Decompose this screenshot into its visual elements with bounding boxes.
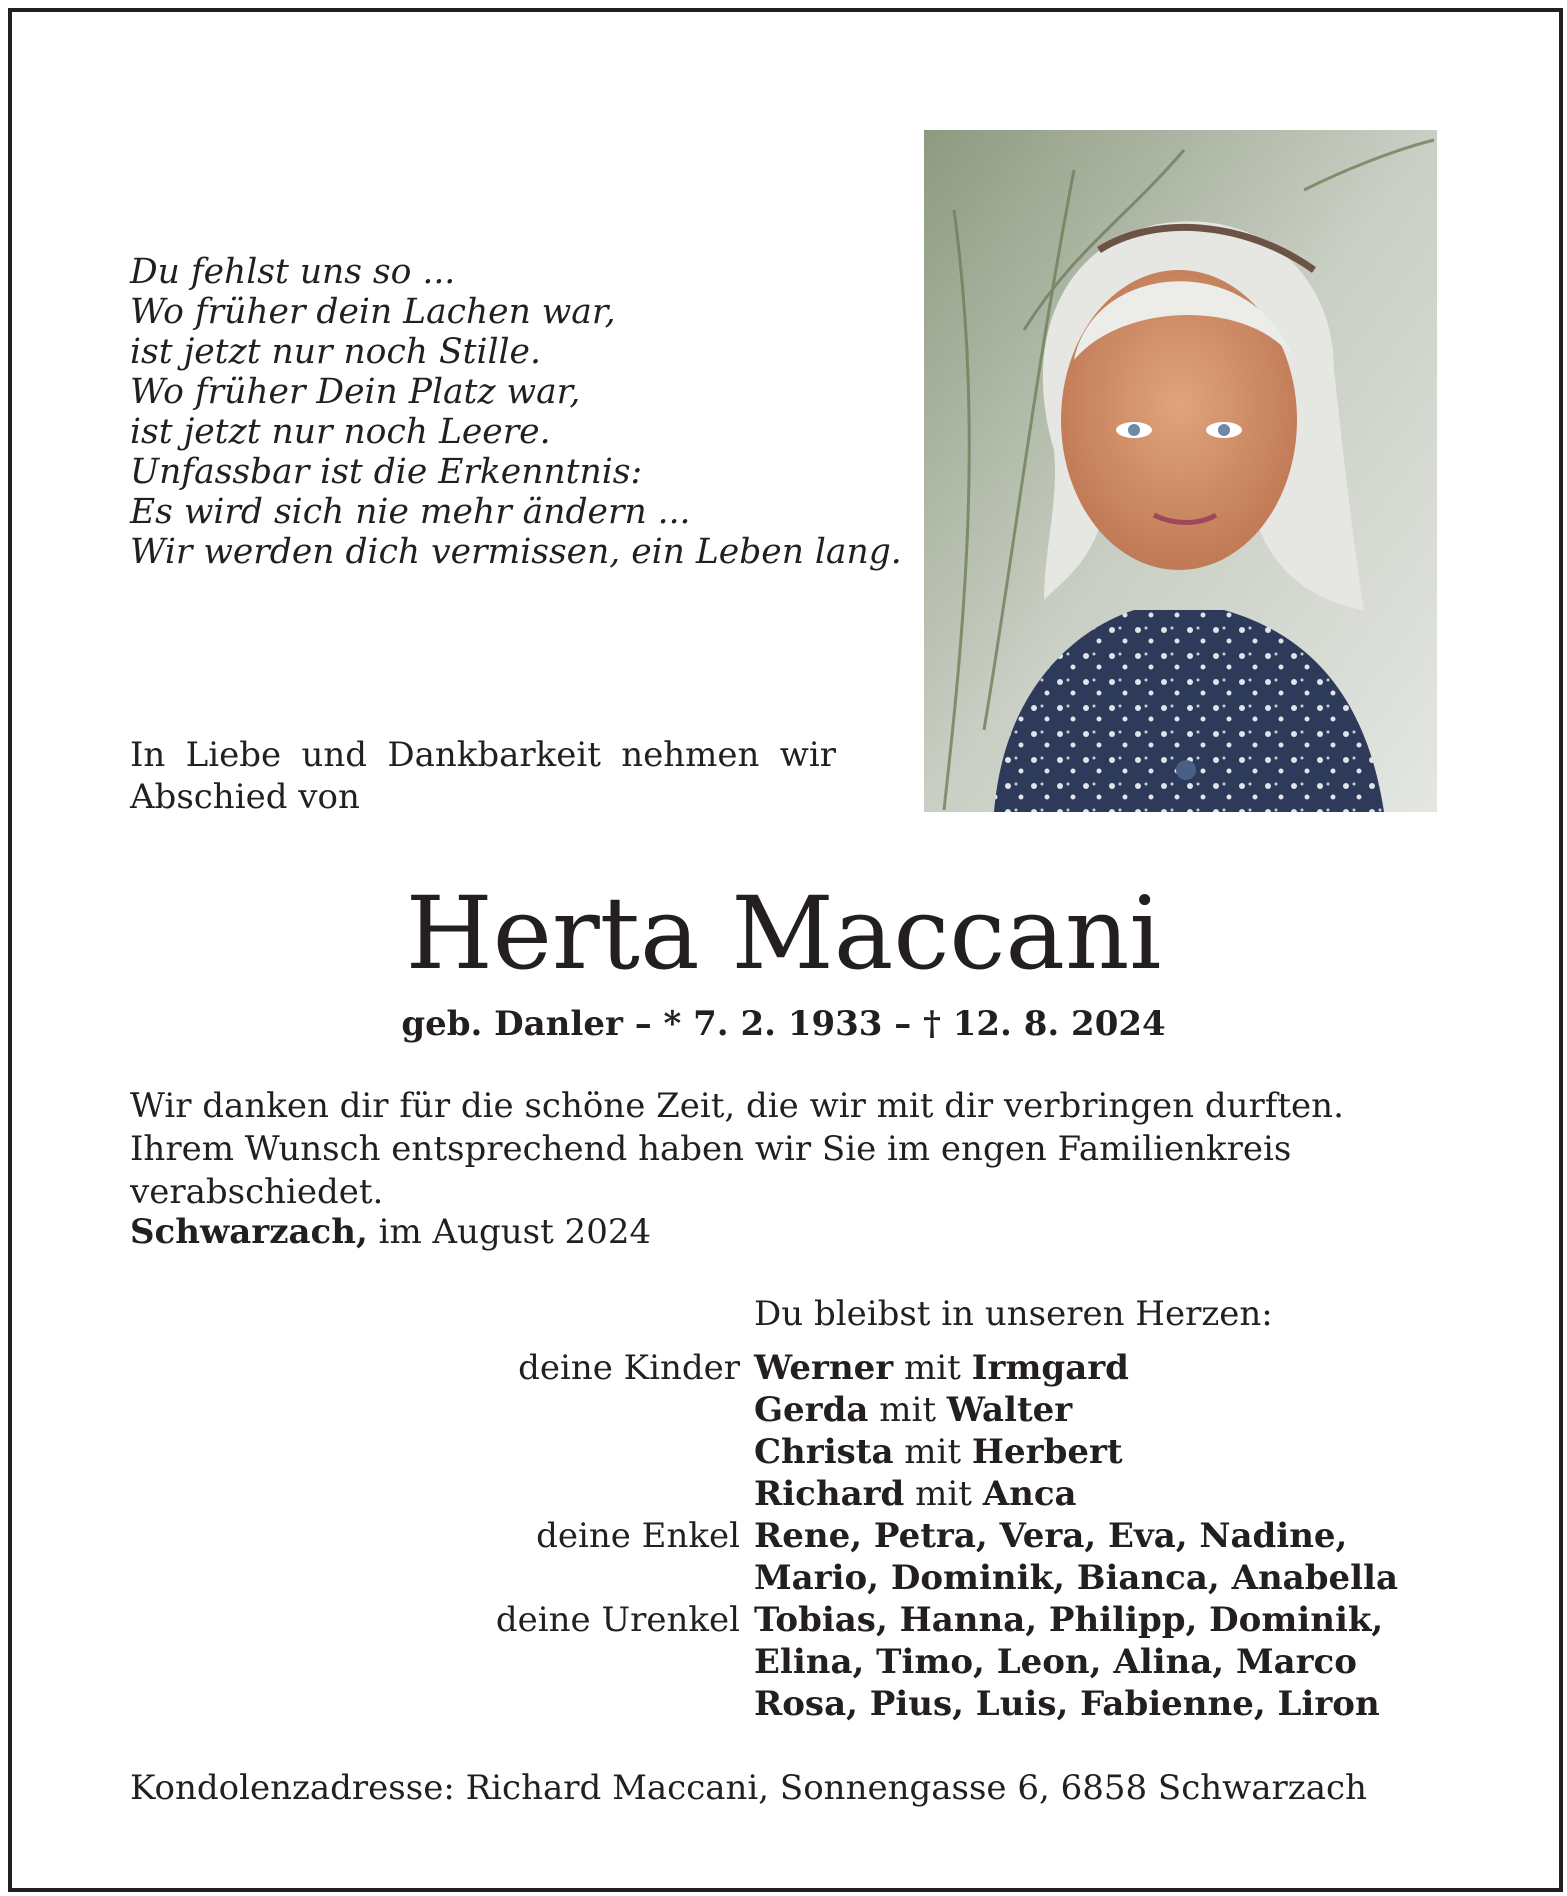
family-list bbox=[0, 1347, 1567, 1725]
family-row bbox=[0, 1347, 1567, 1389]
family-names bbox=[754, 1683, 1380, 1725]
family-member-name: Gerda bbox=[754, 1390, 869, 1430]
poem-line: Unfassbar ist die Erkenntnis: bbox=[130, 452, 643, 492]
family-member-name: Elina, Timo, Leon, Alina, Marco bbox=[754, 1642, 1357, 1682]
poem-line: Du fehlst uns so ... bbox=[130, 252, 456, 292]
family-member-name: Irmgard bbox=[971, 1348, 1129, 1388]
family-names bbox=[754, 1389, 1072, 1431]
portrait-photo bbox=[924, 130, 1437, 812]
family-row bbox=[0, 1557, 1567, 1599]
family-row bbox=[0, 1515, 1567, 1557]
connector-text: mit bbox=[904, 1474, 983, 1514]
poem-line: Wir werden dich vermissen, ein Leben lang. bbox=[130, 532, 902, 572]
poem-line: ist jetzt nur noch Leere. bbox=[130, 412, 551, 452]
birth-death-dates: geb. Danler – * 7. 2. 1933 – † 12. 8. 2024 bbox=[401, 1004, 1166, 1044]
poem-line: Es wird sich nie mehr ändern ... bbox=[130, 492, 691, 532]
family-row bbox=[0, 1473, 1567, 1515]
remembrance-line: Du bleibst in unseren Herzen: bbox=[754, 1294, 1273, 1334]
family-row bbox=[0, 1683, 1567, 1725]
poem bbox=[130, 252, 902, 572]
deceased-name: Herta Maccani bbox=[405, 875, 1162, 992]
family-row bbox=[0, 1641, 1567, 1683]
family-names bbox=[754, 1641, 1357, 1683]
poem-line: Wo früher Dein Platz war, bbox=[130, 372, 581, 412]
family-group-label: deine Urenkel bbox=[495, 1600, 740, 1640]
family-member-name: Werner bbox=[754, 1348, 894, 1388]
family-member-name: Rene, Petra, Vera, Eva, Nadine, bbox=[754, 1516, 1348, 1556]
family-group-label: deine Enkel bbox=[536, 1516, 740, 1556]
family-group-label: deine Kinder bbox=[518, 1348, 740, 1388]
intro-text: In Liebe und Dankbarkeit nehmen wir Abschied von bbox=[130, 735, 836, 817]
condolence-address: Kondolenzadresse: Richard Maccani, Sonnengasse 6, 6858 Schwarzach bbox=[130, 1768, 1367, 1808]
family-names bbox=[754, 1599, 1383, 1641]
place-date bbox=[130, 1210, 651, 1254]
family-names bbox=[754, 1431, 1123, 1473]
family-member-name: Tobias, Hanna, Philipp, Dominik, bbox=[754, 1600, 1384, 1640]
family-row bbox=[0, 1431, 1567, 1473]
family-names bbox=[754, 1347, 1129, 1389]
family-names bbox=[754, 1515, 1347, 1557]
family-member-name: Herbert bbox=[971, 1432, 1123, 1472]
family-member-name: Christa bbox=[754, 1432, 894, 1472]
family-member-name: Rosa, Pius, Luis, Fabienne, Liron bbox=[754, 1684, 1380, 1724]
family-member-name: Mario, Dominik, Bianca, Anabella bbox=[754, 1558, 1398, 1598]
connector-text: mit bbox=[893, 1348, 972, 1388]
family-member-name: Walter bbox=[946, 1390, 1073, 1430]
family-row bbox=[0, 1599, 1567, 1641]
connector-text: mit bbox=[893, 1432, 972, 1472]
poem-line: Wo früher dein Lachen war, bbox=[130, 292, 616, 332]
family-row bbox=[0, 1389, 1567, 1431]
family-member-name: Richard bbox=[754, 1474, 905, 1514]
family-names bbox=[754, 1557, 1398, 1599]
place-town: Schwarzach, bbox=[130, 1212, 368, 1252]
place-month: im August 2024 bbox=[367, 1212, 652, 1252]
thanks-text: Wir danken dir für die schöne Zeit, die wir mit dir verbringen durften. Ihrem Wunsch entsprechend haben wir Sie im engen Familienkreis verabschiedet. bbox=[130, 1086, 1344, 1212]
family-names bbox=[754, 1473, 1077, 1515]
poem-line: ist jetzt nur noch Stille. bbox=[130, 332, 541, 372]
connector-text: mit bbox=[868, 1390, 947, 1430]
family-member-name: Anca bbox=[982, 1474, 1077, 1514]
